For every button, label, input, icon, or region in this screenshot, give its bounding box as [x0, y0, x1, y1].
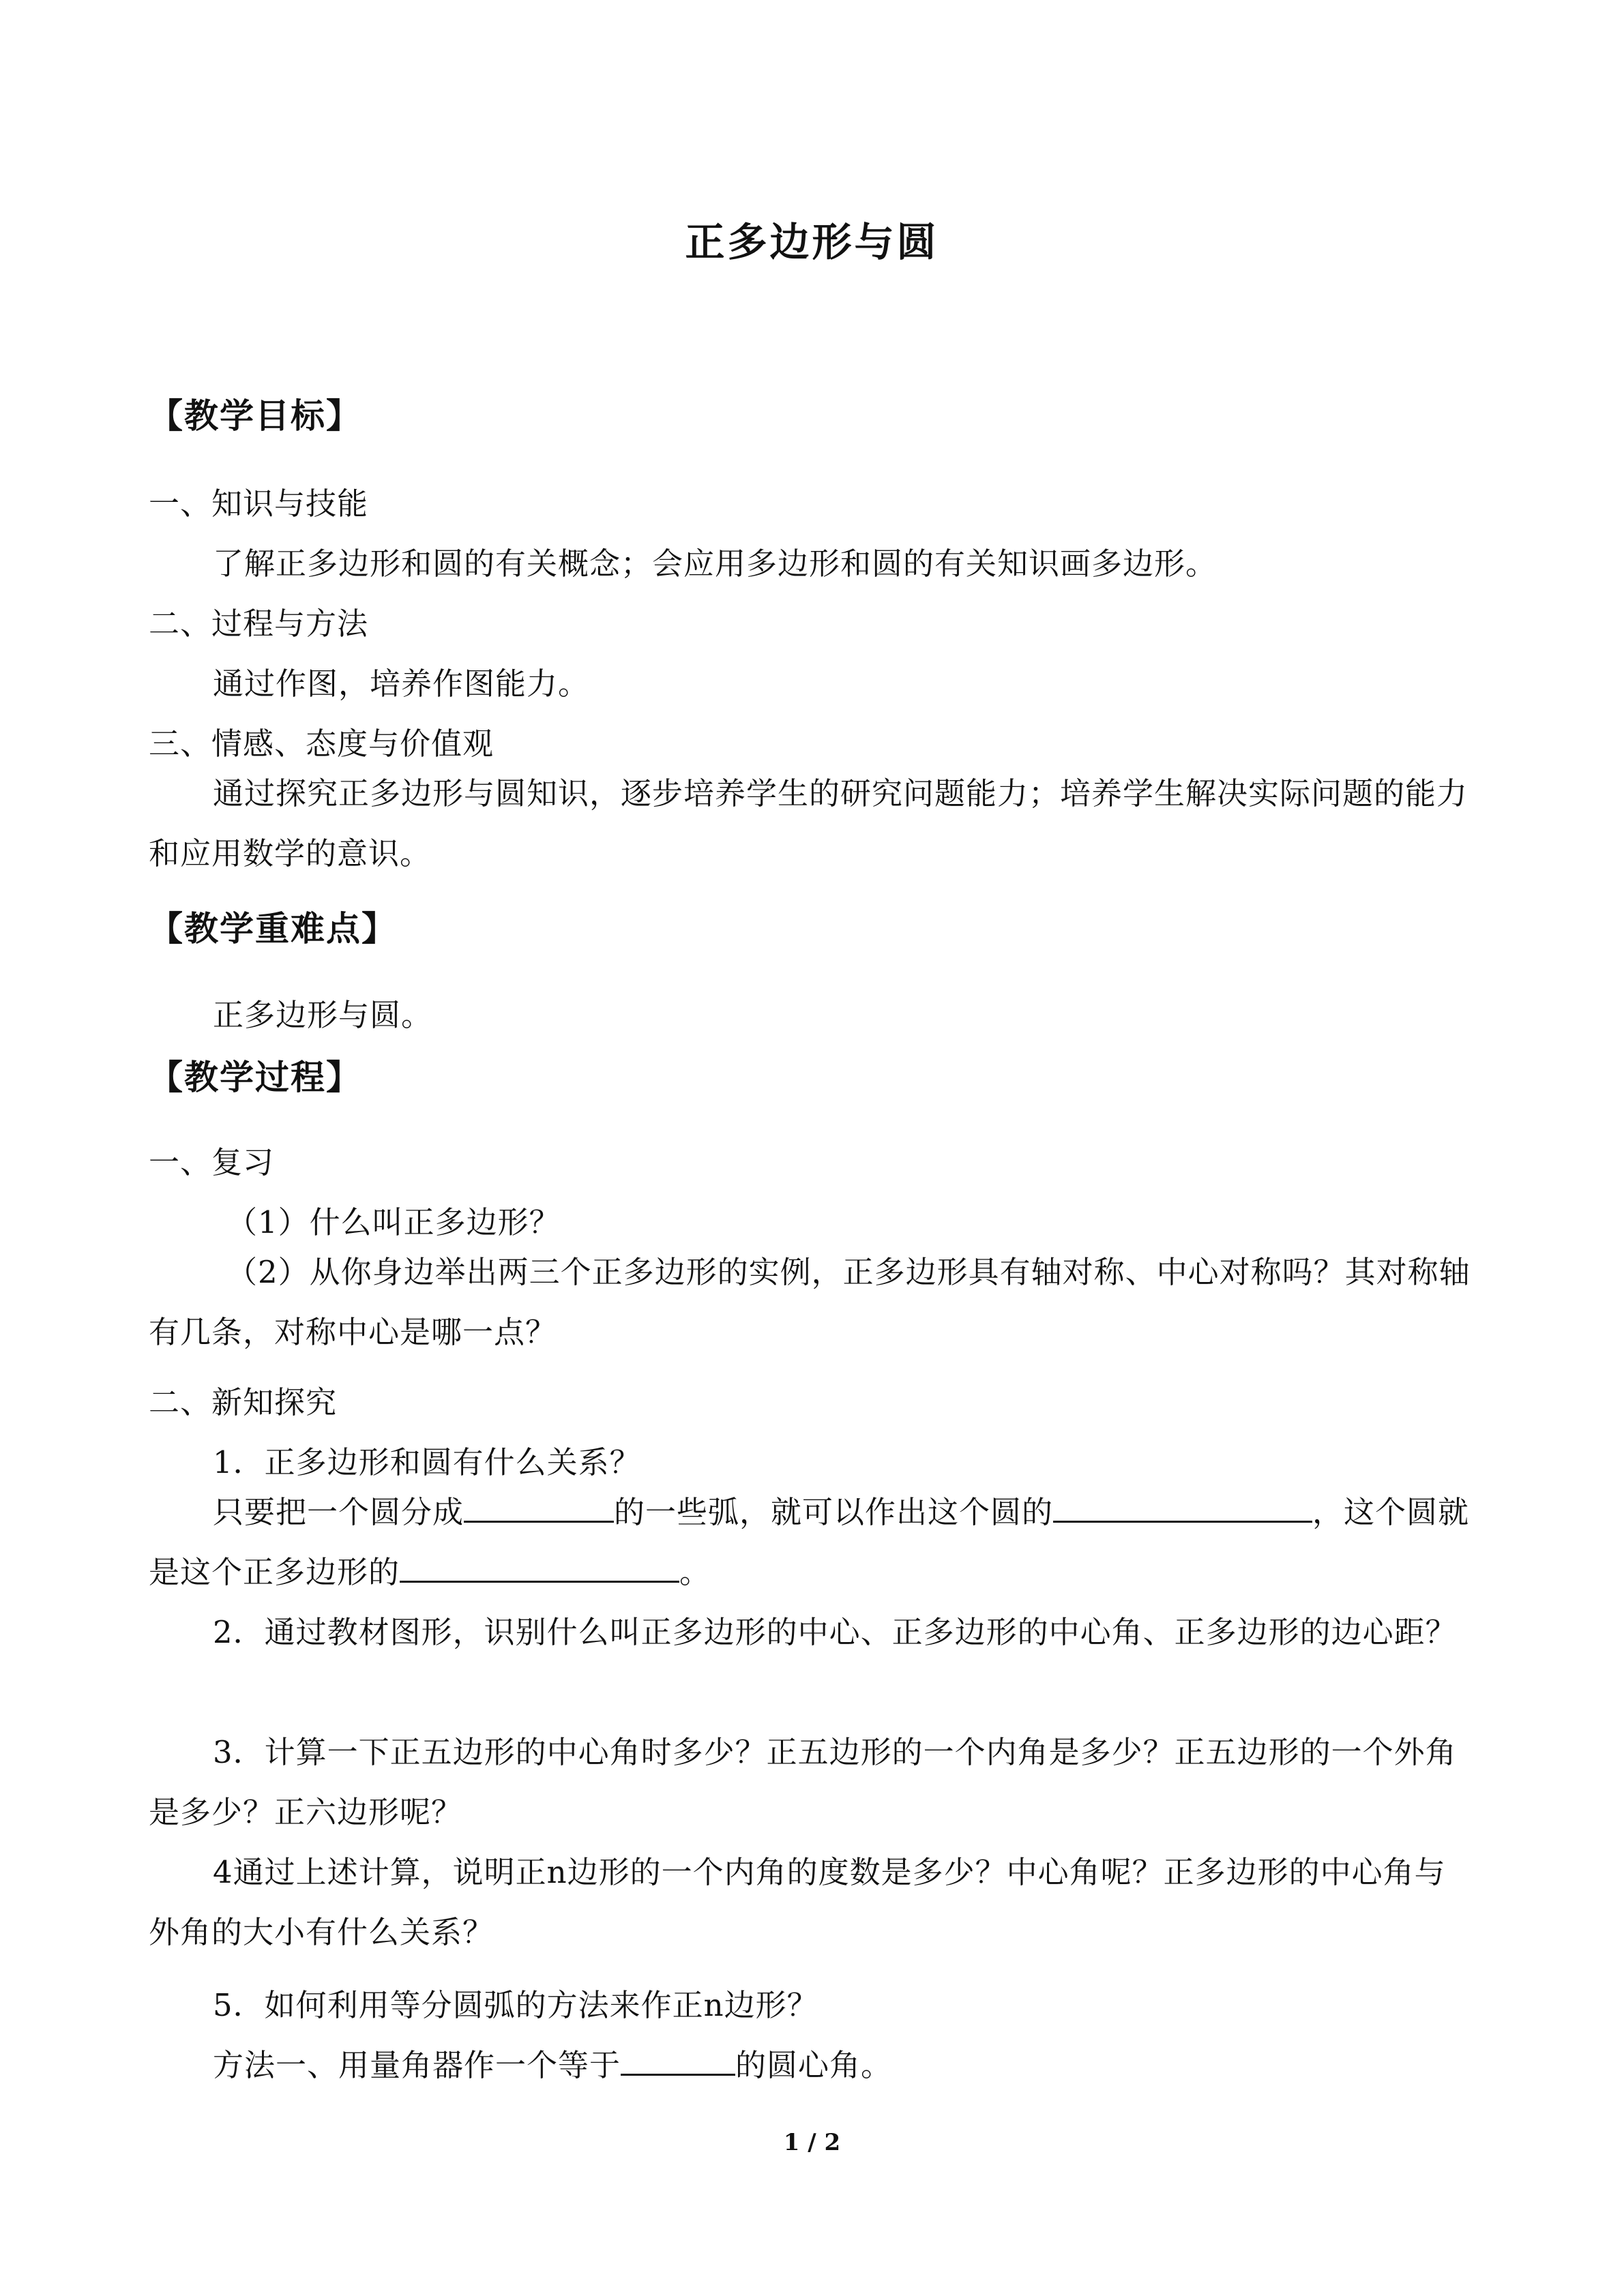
- explore-item-1-fill: [149, 1482, 1476, 1602]
- fill-text-b: 的一些弧，就可以作出这个圆的: [614, 1494, 1054, 1530]
- goals-heading-3: 三、情感、态度与价值观: [149, 726, 494, 762]
- key-points-text: 正多边形与圆。: [213, 997, 433, 1033]
- method-1: [213, 2040, 892, 2085]
- goals-heading-2: 二、过程与方法: [149, 606, 369, 642]
- explore-item-2: 2．通过教材图形，识别什么叫正多边形的中心、正多边形的中心角、正多边形的边心距？: [213, 1614, 1457, 1650]
- goals-text-3: 通过探究正多边形与圆知识，逐步培养学生的研究问题能力；培养学生解决实际问题的能力和应用数学的意识。: [149, 775, 1468, 871]
- review-question-2: （2）从你身边举出两三个正多边形的实例，正多边形具有轴对称、中心对称吗？其对称轴有几条，对称中心是哪一点？: [149, 1254, 1471, 1350]
- section-heading-process: 【教学过程】: [149, 1057, 361, 1097]
- fill-text-d: 。: [679, 1554, 711, 1590]
- explore-item-3: 3．计算一下正五边形的中心角时多少？正五边形的一个内角是多少？正五边形的一个外角是多少？正六边形呢？: [149, 1734, 1457, 1830]
- goals-heading-1: 一、知识与技能: [149, 486, 369, 522]
- answer-blank-4[interactable]: [621, 2044, 735, 2076]
- answer-blank-1[interactable]: [464, 1491, 614, 1523]
- fill-text-c: ，这个圆就是这个正多边形的: [149, 1494, 1470, 1590]
- answer-blank-2[interactable]: [1053, 1491, 1312, 1523]
- explore-item-5: 5．如何利用等分圆弧的方法来作正n边形？: [213, 1987, 818, 2023]
- explore-item-4: 4通过上述计算，说明正n边形的一个内角的度数是多少？中心角呢？正多边形的中心角与外角的大小有什么关系？: [149, 1854, 1446, 1950]
- section-heading-key-points: 【教学重难点】: [149, 908, 397, 949]
- method-1-text-a: 方法一、用量角器作一个等于: [213, 2047, 621, 2083]
- page-title: 正多边形与圆: [685, 219, 939, 265]
- method-1-text-b: 的圆心角。: [735, 2047, 893, 2083]
- page-number: 1 / 2: [783, 2129, 841, 2156]
- explore-item-1: 1．正多边形和圆有什么关系？: [213, 1444, 641, 1480]
- section-heading-goals: 【教学目标】: [149, 396, 361, 436]
- goals-text-2: 通过作图，培养作图能力。: [213, 666, 590, 702]
- process-heading-1: 一、复习: [149, 1144, 275, 1180]
- fill-text-a: 只要把一个圆分成: [213, 1494, 464, 1530]
- answer-blank-3[interactable]: [400, 1551, 679, 1583]
- process-heading-2: 二、新知探究: [149, 1384, 338, 1420]
- goals-text-1: 了解正多边形和圆的有关概念；会应用多边形和圆的有关知识画多边形。: [213, 546, 1217, 582]
- review-question-1: （1）什么叫正多边形？: [226, 1204, 561, 1240]
